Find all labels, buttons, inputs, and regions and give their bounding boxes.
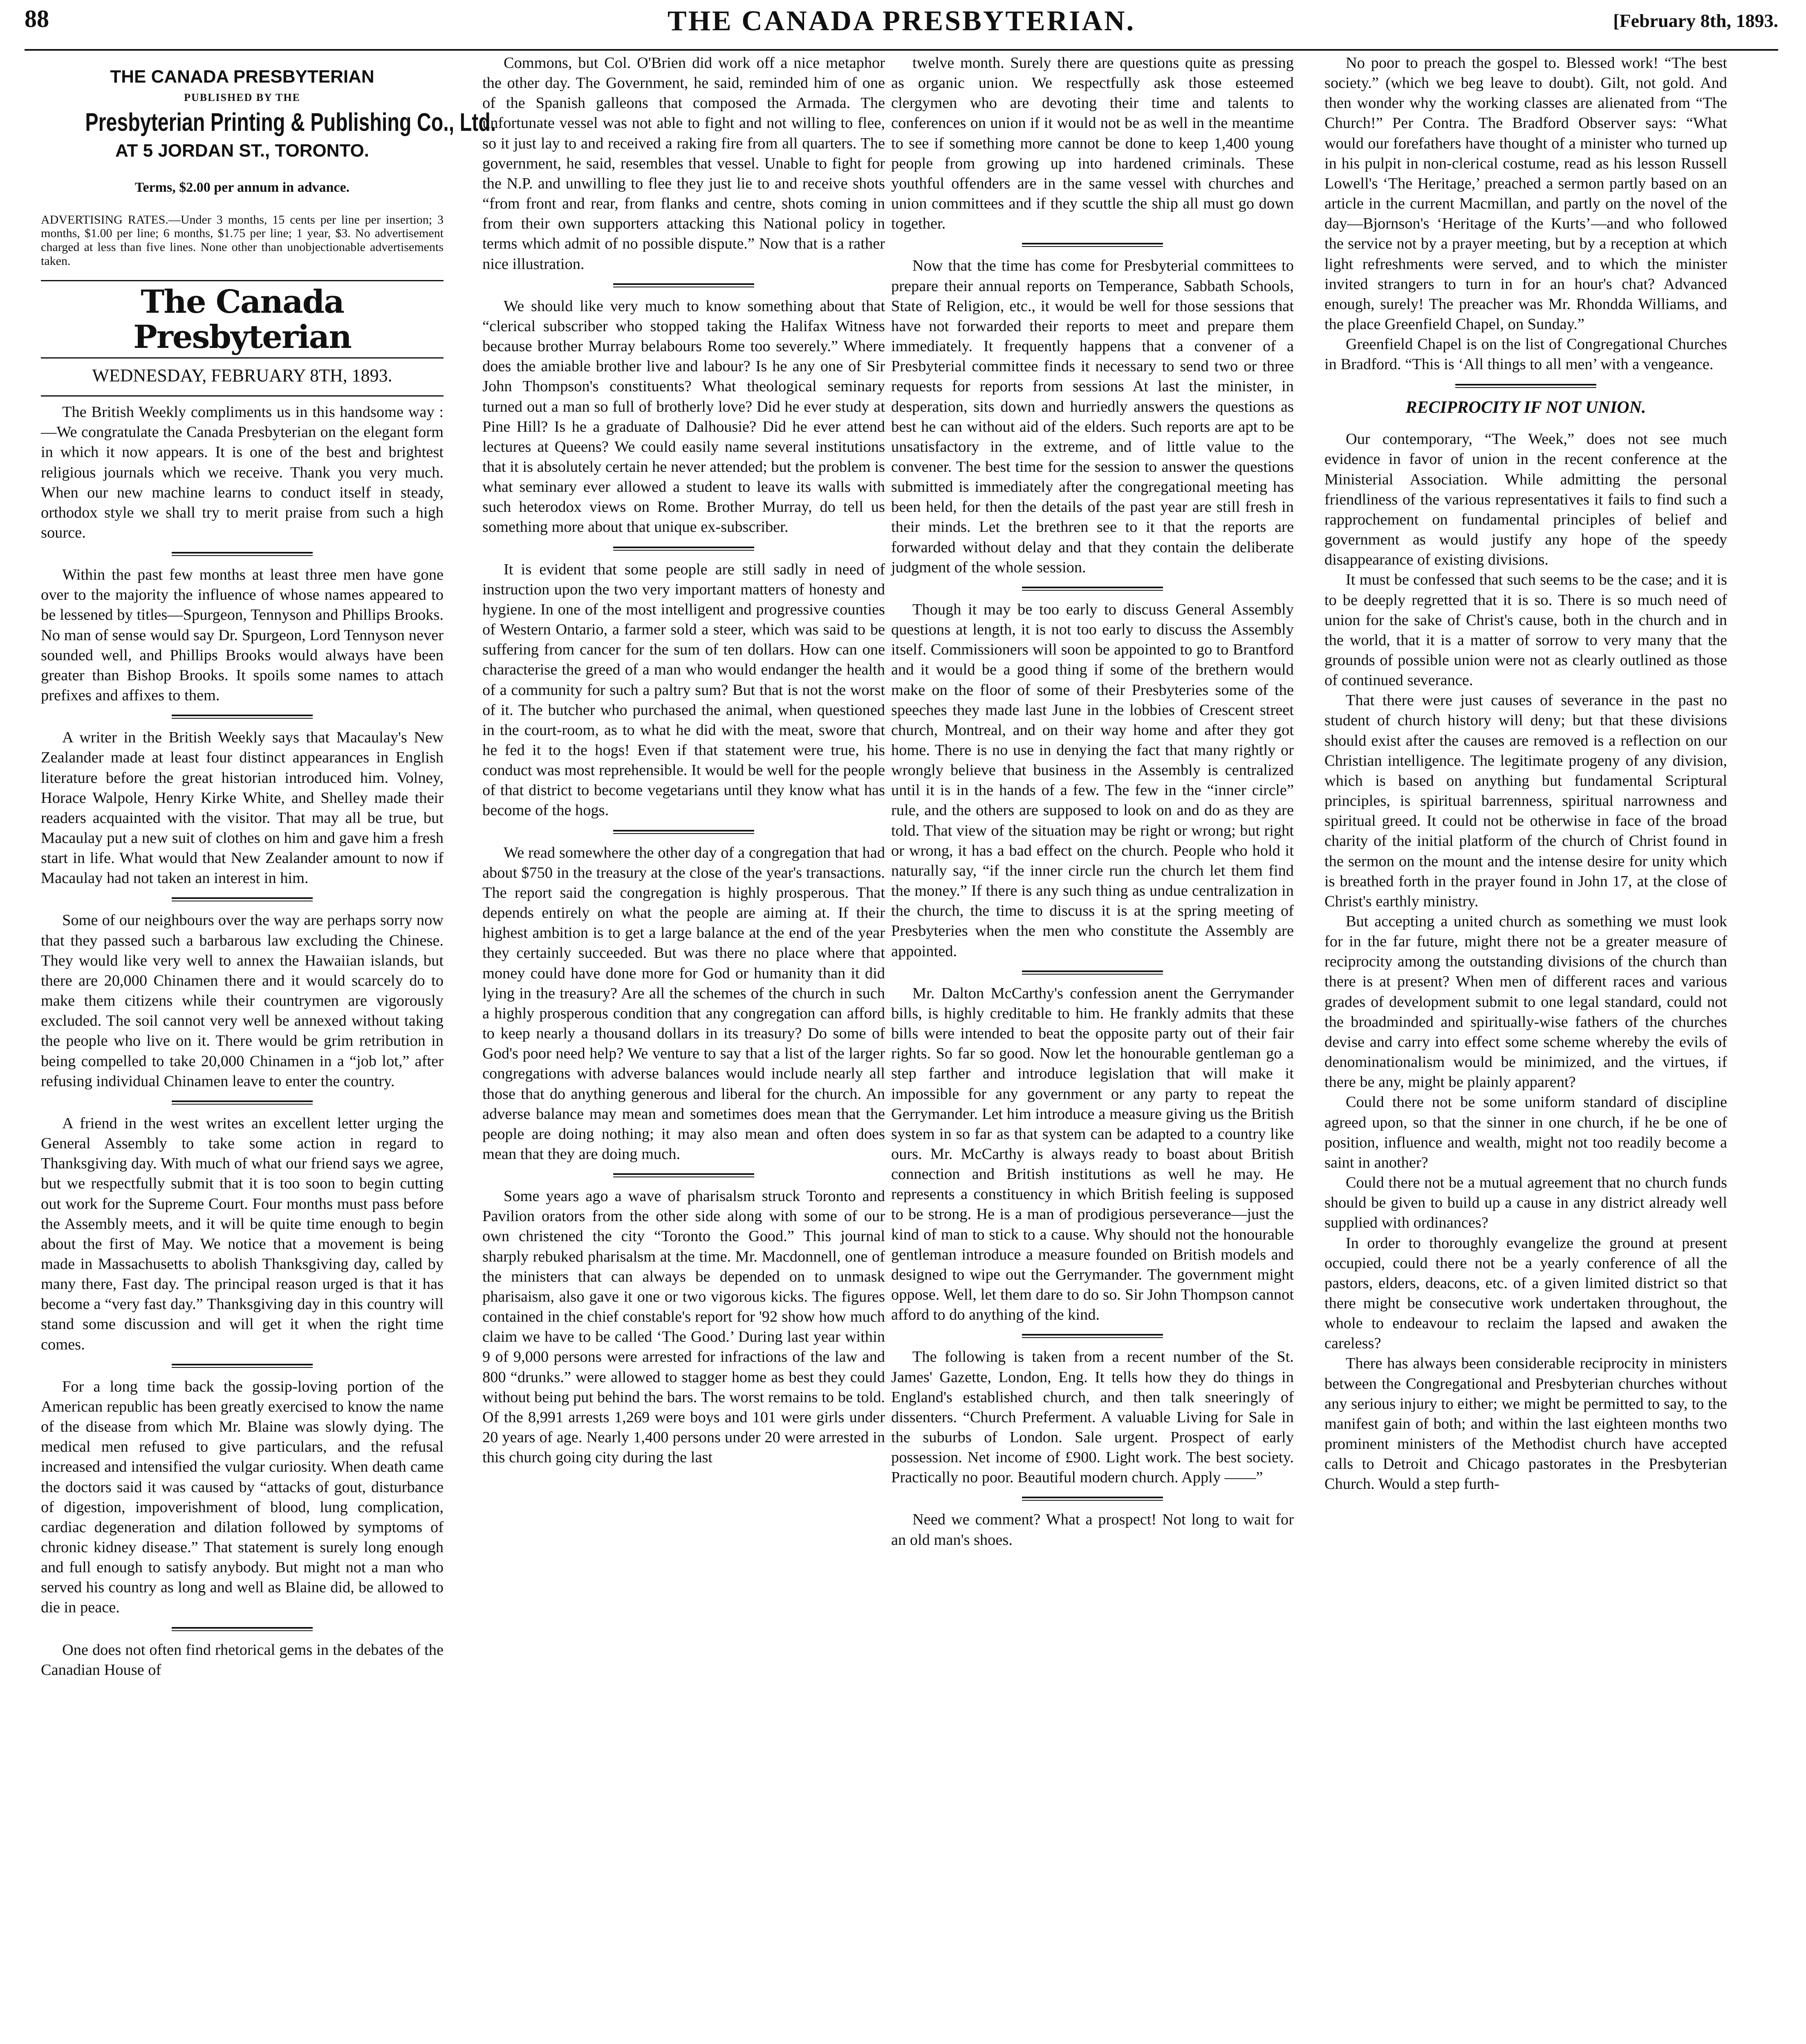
masthead [41,65,496,197]
divider [41,395,444,397]
article-separator [891,243,1294,245]
divider [41,280,444,281]
article-paragraph: A writer in the British Weekly says that Macaulay's New Zealander made at least four distinct appearances in English literature before the great historian introduced him. Volney, Horace Walpole, Henry Kirke White, and Shelley made their readers acquainted with the visitor. That may all be true, but Macaulay put a new suit of clothes on him and gave him a fresh start in life. What would that New Zealander amount to now if Macaulay had not taken an interest in him. [41,729,444,887]
article-paragraph: One does not often find rhetorical gems in the debates of the Canadian House of [41,1641,444,1679]
article-paragraph: Some years ago a wave of pharisalsm struck Toronto and Pavilion orators from the other side along with some of our own christened the city “Toronto the Good.” This journal sharply rebuked pharisalsm at the time. Mr. Macdonnell, one of the ministers that can always be depended on to unmask pharisaism, also gave it one or two vigorous kicks. The figures contained in the chief constable's report for '92 show how much claim we have to be called ‘The Good.’ During last year within 9 of 9,000 persons were arrested for infractions of the law and 800 “drunks.” were allowed to stagger home as best they could without being put behind the bars. The worst remains to be told. Of the 8,991 arrests 1,269 were boys and 101 were girls under 20 years of age. Nearly 1,400 persons under 20 were arrested in this church going city during the last [482,1188,885,1466]
column-4 [1324,53,1727,2044]
article-paragraph: The following is taken from a recent number of the St. James' Gazette, London, Eng. It tells how they do things in England's established church, and then talk sneeringly of dissenters. “Church Preferment. A valuable Living for Sale in the suburbs of London. Sale urgent. Prospect of early possession. Net income of £900. Light work. The best society. Practically no poor. Beautiful modern church. Apply ——” [891,1348,1294,1486]
article-paragraph: Though it may be too early to discuss General Assembly questions at length, it is not too early to discuss the Assembly itself. Commissioners will soon be appointed to go to Brantford and it would be a good thing if some of the brethern would make on the floor of some of their Presbyteries some of the speeches they made last June in the lobbies of Crescent street church, Montreal, and on their way home and after they got home. There is no use in denying the fact that many rightly or wrongly believe that business in the Assembly is centralized until it is in the hands of a few. The few in the “inner circle” rule, and the others are supposed to look on and do as they are told. That view of the situation may be right or wrong; but right or wrong, it has a bad effect on the church. People who hold it naturally say, “if the inner circle run the church let them find the money.” If there is any such thing as undue centralization in the church, the time to discuss it is at the spring meeting of Presbyteries when the men who constitute the Assembly are appointed. [891,601,1294,960]
article-paragraph: Could there not be a mutual agreement that no church funds should be given to build up a cause in any district already well supplied with ordinances? [1324,1174,1727,1232]
article-paragraph: Commons, but Col. O'Brien did work off a nice metaphor the other day. The Government, he said, reminded him of one of the Spanish galleons that composed the Armada. The unfortunate vessel was not able to fight and not willing to flee, so it just lay to and received a raking fire from all quarters. The government, he said, resembles that vessel. Unable to fight for the N.P. and unwilling to flee they just lie to and receive shots “from front and rear, from flanks and centre, shots coming in from their own supporters attacking this National policy in terms which admit of no possible dispute.” Now that is a rather nice illustration. [482,54,885,273]
page-number: 88 [25,5,49,32]
article-paragraph: We should like very much to know something about that “clerical subscriber who stopped taking the Halifax Witness because brother Murray belabours Rome too severely.” Where does the amiable brother live and labour? Is he any one of Sir John Thompson's constituents? What theological seminary turned out a man so full of brotherly love? Did he ever study at Pine Hill? Is he a graduate of Dalhousie? Did he ever attend lectures at Queens? We could easily name several institutions that it is absolutely certain he never attended; but the problem is what seminary ever allowed a student to leave its walls with such heterodox views on Rome. Brother Murray, do tell us something more about that unique ex-subscriber. [482,297,885,536]
article-separator [41,1364,444,1366]
article-separator [41,1627,444,1629]
page-header-date: [February 8th, 1893. [1613,10,1778,31]
article-paragraph: Could there not be some uniform standard of discipline agreed upon, so that the sinner in one church, if he be one of position, influence and wealth, might not too readily become a saint in another? [1324,1094,1727,1171]
column-1-body [41,402,444,1680]
column-2-body [482,53,885,1468]
article-paragraph: That there were just causes of severance in the past no student of church history will deny; but that these divisions should exist after the causes are removed is a reflection on our Christian intelligence. The legitimate progeny of any division, which is based on anything but fundamental Scriptural principles, is spiritual barrenness, spiritual narrowness and spiritual greed. It could not be otherwise in face of the broad charity of the initial platform of the church of Christ found in the sermon on the mount and the intense desire for unity which is breathed forth in the prayer found in John 17, at the close of Christ's earthly ministry. [1324,692,1727,910]
article-paragraph: Our contemporary, “The Week,” does not see much evidence in favor of union in the recent conference at the Ministerial Association. While admitting the personal friendliness of the various representatives it fails to find such a rapprochement on fundamental principles of belief and government as would justify any hope of the speedy disappearance of existing divisions. [1324,430,1727,569]
article-paragraph: twelve month. Surely there are questions quite as pressing as organic union. We respectfully ask those esteemed clergymen who are devoting their time and talents to conferences on union if it would not be as well in the meantime to see if something more cannot be done to keep 1,400 young people from growing up into hardened criminals. These youthful offenders are in the same vessel with churches and union committees and if they scuttle the ship all must go down together. [891,54,1294,233]
masthead-terms: Terms, $2.00 per annum in advance. [134,180,350,195]
article-paragraph: A friend in the west writes an excellent letter urging the General Assembly to take some action in regard to Thanksgiving day. With much of what our friend says we agree, but we respectfully submit that it is too soon to begin cutting out work for the Supreme Court. Four months must pass before the Assembly meets, and it will be quite time enough to begin about the first of May. We notice that a movement is being made in Massachusetts to abolish Thanksgiving day, called by many there, Fast day. The principal reason urged is that it has become a “very fast day.” Thanksgiving day in this country will stand some discussion and will get it when the right time comes. [41,1114,444,1353]
article-paragraph: There has always been considerable reciprocity in ministers between the Congregational and Presbyterian churches without any serious injury to either; we might be permitted to say, to the manifest gain of both; and within the last eighteen months two prominent ministers of the Methodist church have accepted calls to Detroit and Chicago pastorates in the Presbyterian Church. Would a step furth- [1324,1355,1727,1493]
article-separator [891,970,1294,973]
article-paragraph: For a long time back the gossip-loving portion of the American republic has been greatly exercised to know the name of the disease from which Mr. Blaine was slowly dying. The medical men refused to give particulars, and the refusal increased and intensified the vulgar curiosity. When death came the doctors said it was caused by “attacks of gout, disturbance of digestion, impoverishment of blood, lung complication, cardiac degeneration and dilation followed by symptoms of chronic kidney disease.” That statement is surely long enough and full enough to satisfy anybody. But might not a man who served his country as long and well as Blaine did, be allowed to die in peace. [41,1378,444,1616]
article-paragraph: The British Weekly compliments us in this handsome way :—We congratulate the Canada Presbyterian on the elegant form in which it now appears. It is one of the best and brightest religious journals which we receive. Thank you very much. When our new machine learns to conduct itself in steady, orthodox style we shall try to merit praise from such a high source. [41,403,444,541]
article-separator [891,1334,1294,1336]
article-paragraph: Mr. Dalton McCarthy's confession anent the Gerrymander bills, is highly creditable to him. He frankly admits that these bills were intended to beat the opposite party out of their fair rights. So far so good. Now let the honourable gentleman go a step farther and introduce legislation that will make it impossible for any government or any party to repeat the Gerrymander. Let him introduce a measure giving us the British system in so far as that system can be adapted to a country like ours. Mr. McCarthy is always ready to boast about British connection and British institutions as well he may. He represents a constituency in which British feeling is supposed to be strong. He is a man of prodigious perseverance—just the kind of man to stick to a cause. Why should not the honourable gentleman introduce a measure founded on British models and designed to wipe out the Gerrymander. The government might oppose. Well, let them dare to do so. Sir John Thompson cannot afford to do anything of the kind. [891,984,1294,1324]
article-separator [891,587,1294,589]
advertising-rates: ADVERTISING RATES.—Under 3 months, 15 cents per line per insertion; 3 months, $1.00 per line; 6 months, $1.75 per line; 1 year, $3. No advertisement charged at less than five lines. None other than unobjectionable advertisements taken. [41,213,444,268]
article-paragraph: It must be confessed that such seems to be the case; and it is to be deeply regretted that it is so. There is so much need of union for the sake of Christ's cause, both in the church and in the world, that it is a matter of sorrow to very many that the grounds of possible union were not as clearly outlined as those of continued severance. [1324,571,1727,689]
masthead-publisher: Presbyterian Printing & Publishing Co., Ltd. [85,108,496,137]
article-paragraph: It is evident that some people are still sadly in need of instruction upon the two very important matters of honesty and hygiene. In one of the most intelligent and progressive counties of Western Ontario, a farmer sold a steer, which was said to be suffering from cancer for the sum of ten dollars. How can one characterise the greed of a man who would endanger the health of a community for such a paltry sum? But that is not the worst of it. The butcher who purchased the animal, when questioned in the court-room, as to what he did with the meat, swore that he fed it to the hogs! Even if that statement were true, his conduct was most reprehensible. It would be well for the people of that district to become vegetarians until they know what has become of the hogs. [482,560,885,819]
issue-dateline: WEDNESDAY, FEBRUARY 8TH, 1893. [92,365,392,385]
article-paragraph: In order to thoroughly evangelize the ground at present occupied, could there not be a yearly conference of all the pastors, elders, deacons, etc. of a given limited district so that there might be consecutive work undertaken throughout, the whole to endeavour to reclaim the lapsed and awaken the careless? [1324,1234,1727,1352]
article-paragraph: But accepting a united church as something we must look for in the far future, might there not be a greater measure of reciprocity among the outstanding divisions of the church than there is at present? When men of different races and various grades of development submit to one legal standard, could not the broadminded and spiritually-wise fathers of the churches devise and carry into effect some scheme whereby the evils of denominationalism would be minimized, and the virtues, if there be any, might be plainly apparent? [1324,913,1727,1091]
running-header [25,4,1778,51]
article-separator [891,1497,1294,1499]
divider [41,357,444,359]
article-paragraph: Some of our neighbours over the way are perhaps sorry now that they passed such a barbarous law excluding the Chinese. They would like very well to annex the Hawaiian islands, but there are 20,000 Chinamen there and it would scarcely do to make them citizens while their countrymen are vigorously excluded. The soil cannot very well be annexed without taking the people who live on it. There would be grim retribution in being compelled to take 20,000 Chinamen in a “job lot,” after refusing individual Chinamen leave to enter the country. [41,912,444,1090]
article-separator [41,1100,444,1103]
column-4-bottom-body [1324,429,1727,1494]
article-paragraph: No poor to preach the gospel to. Blessed work! “The best society.” (which we beg leave to doubt). Gilt, not gold. And then wonder why the working classes are alienated from “The Church!” Per Contra. The Bradford Observer says: “What would our forefathers have thought of a minister who turned up in his pulpit in non-clerical costume, read as his lesson Russell Lowell's ‘The Heritage,’ preached a sermon partly based on an article in the current Macmillan, and partly on the novel of the day—Bjornson's ‘Heritage of the Kurts’—and who followed the service not by a prayer meeting, but by a reception at which light refreshments were served, and to which the minister invited strangers to turn in for an hour's chat? Advanced enough, surely! The preacher was Mr. Rhondda Williams, and the place Greenfield Chapel, on Sunday.” [1324,54,1727,333]
column-1 [41,53,496,2044]
article-separator [482,283,885,286]
page-header-title: THE CANADA PRESBYTERIAN. [667,5,1136,37]
article-separator [482,1173,885,1176]
masthead-published-by: PUBLISHED BY THE [184,92,300,104]
paper-title: The Canada Presbyterian [133,283,351,356]
column-3 [891,53,1294,2044]
article-separator [41,897,444,900]
column-3-body [891,53,1294,1550]
article-paragraph: Now that the time has come for Presbyterial committees to prepare their annual reports on Temperance, Sabbath Schools, State of Religion, etc., it would be well for those sessions that have not forwarded their reports to meet and prepare them immediately. It frequently happens that a convener of a Presbyterial committee finds it necessary to send two or three requests for reports from sessions At last the minister, in desperation, sits down and hurriedly answers the questions as best he can without aid of the elders. Such reports are apt to be unsatisfactory in the extreme, and of little value to the convener. The best time for the session to answer the questions submitted is immediately after the congregational meeting has been held, for then the details of the past year are still fresh in their minds. Let the brethren see to it that the reports are forwarded without delay and that they contain the deliberate judgment of the whole session. [891,257,1294,576]
section-heading: RECIPROCITY IF NOT UNION. [1405,398,1646,417]
article-separator [482,547,885,549]
masthead-address: AT 5 JORDAN ST., TORONTO. [115,140,369,161]
masthead-name: THE CANADA PRESBYTERIAN [110,67,374,87]
article-separator [482,830,885,832]
article-paragraph: We read somewhere the other day of a congregation that had about $750 in the treasury at the close of the year's transactions. The report said the congregation is highly prosperous. That depends entirely on what the people are aiming at. If their highest ambition is to get a large balance at the end of the year they certainly succeeded. But was there no place where that money could have done more for God or humanity than it did lying in the treasury? Are all the schemes of the church in such a highly prosperous condition that any congregation can afford to keep nearly a thousand dollars in its treasury? Do some of God's poor need help? We venture to say that a list of the larger congregations with adverse balances would include nearly all those that do anything generous and liberal for the church. An adverse balance may mean and sometimes does mean that the people are doing nothing; it may also mean and often does mean that they are doing much. [482,844,885,1163]
article-paragraph: Need we comment? What a prospect! Not long to wait for an old man's shoes. [891,1511,1294,1549]
column-2 [482,53,885,2044]
article-separator [41,715,444,717]
article-paragraph: Within the past few months at least three men have gone over to the majority the influence of whose names appeared to be lessened by titles—Spurgeon, Tennyson and Phillips Brooks. No man of sense would say Dr. Spurgeon, Lord Tennyson never sounded well, and Phillips Brooks would always have been greater than Bishop Brooks. It spoils some names to attach prefixes and affixes to them. [41,566,444,704]
article-separator [41,552,444,554]
article-separator [1324,384,1727,386]
column-4-top-body [1324,53,1727,375]
article-paragraph: Greenfield Chapel is on the list of Congregational Churches in Bradford. “This is ‘All things to all men’ with a vengeance. [1324,336,1727,373]
